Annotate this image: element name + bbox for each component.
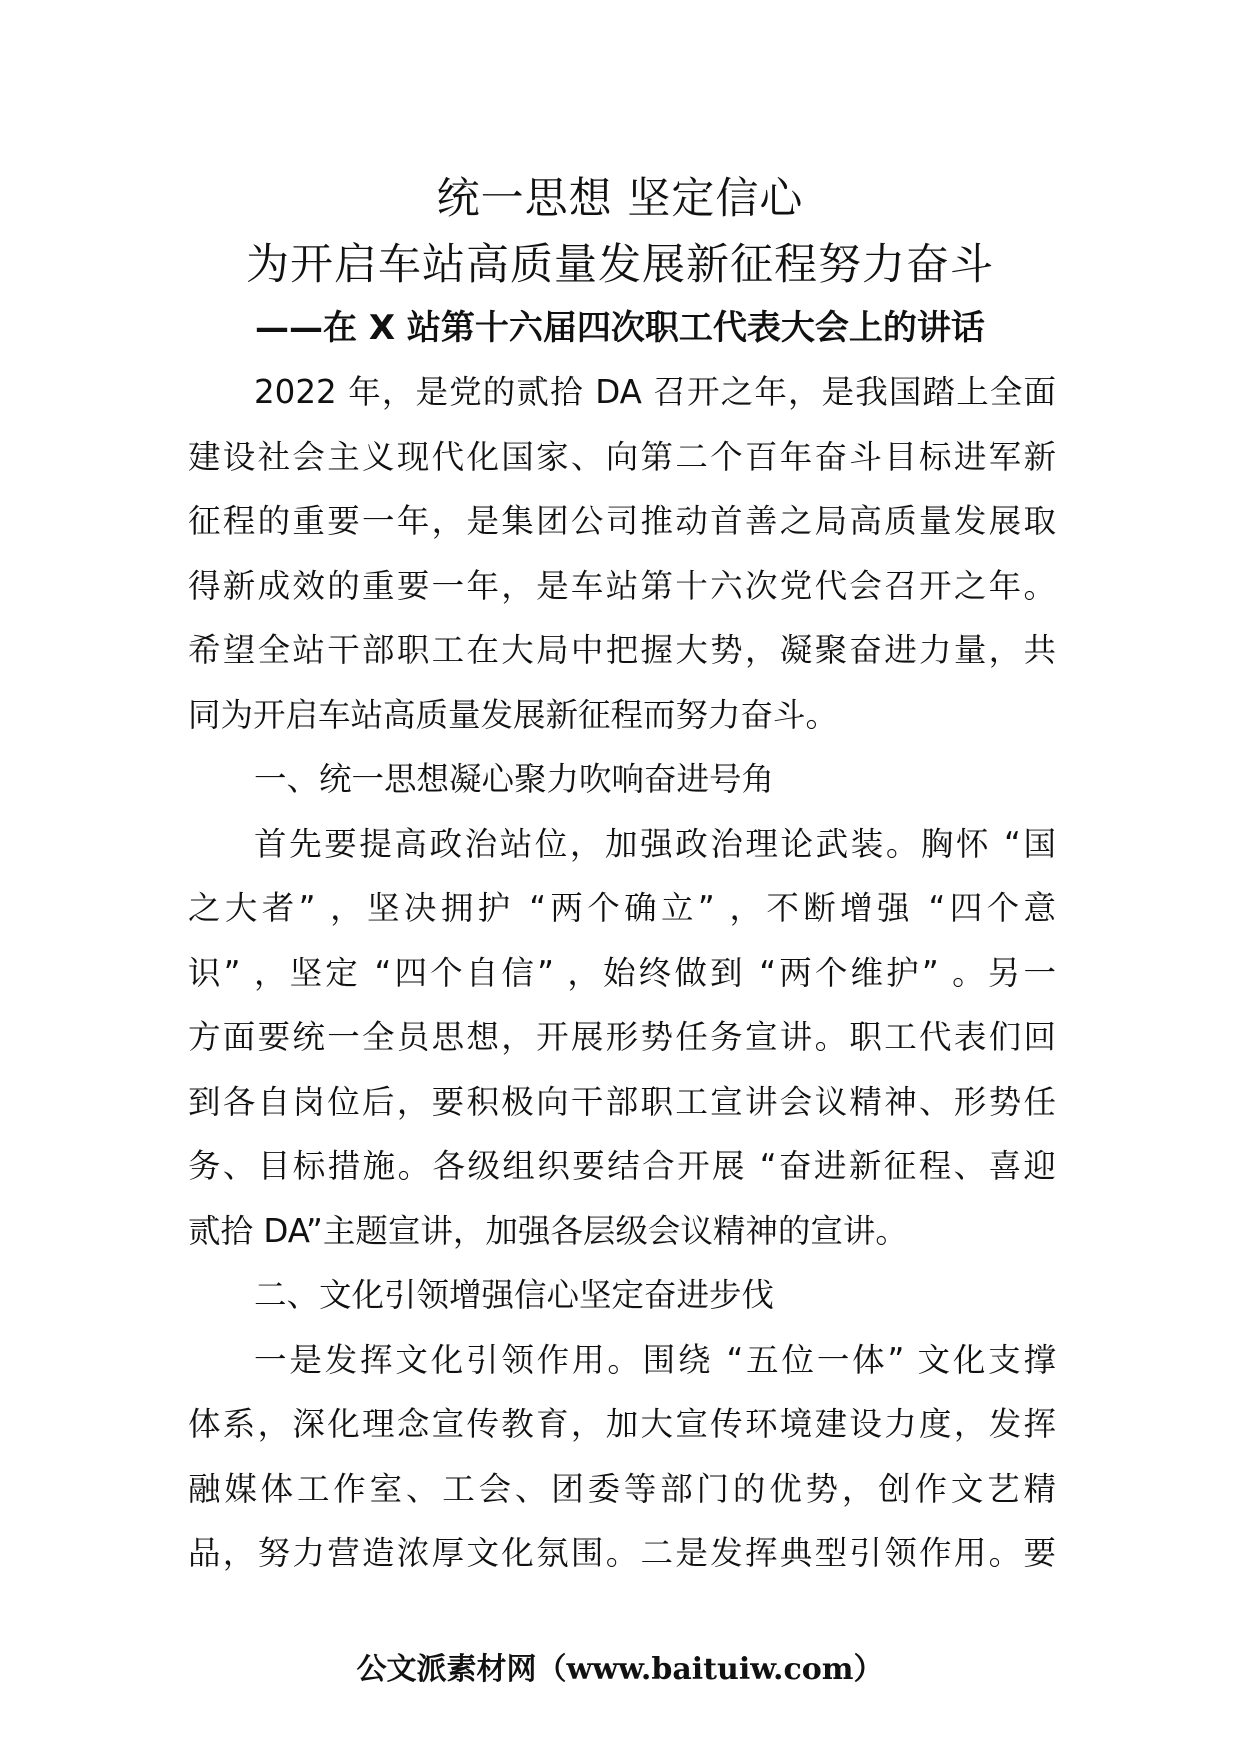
- section-heading-2: 二、文化引领增强信心坚定奋进步伐: [254, 1276, 775, 1314]
- paragraph-line: 得新成效的重要一年，是车站第十六次党代会召开之年。: [188, 566, 1056, 605]
- paragraph-line: 识” ，坚定 “四个自信” ，始终做到 “两个维护” 。另一: [188, 953, 1056, 992]
- body-text: [188, 360, 1056, 1586]
- paragraph-line: 之大者” ，坚决拥护 “两个确立” ，不断增强 “四个意: [188, 889, 1056, 927]
- paragraph-line: 到各自岗位后，要积极向干部职工宣讲会议精神、形势任: [188, 1082, 1056, 1121]
- paragraph-line: 贰拾 DA”主题宣讲，加强各层级会议精神的宣讲。: [188, 1211, 908, 1250]
- paragraph-line: 一是发挥文化引领作用。围绕 “五位一体” 文化支撑: [254, 1340, 1056, 1379]
- paragraph-line: 品，努力营造浓厚文化氛围。二是发挥典型引领作用。要: [188, 1534, 1056, 1572]
- title-line-2: 为开启车站高质量发展新征程努力奋斗: [246, 240, 994, 290]
- paragraph-line: 务、目标措施。各级组织要结合开展 “奋进新征程、喜迎: [188, 1147, 1056, 1185]
- paragraph-line: 首先要提高政治站位，加强政治理论武装。胸怀 “国: [254, 824, 1056, 863]
- paragraph-line: 体系，深化理念宣传教育，加大宣传环境建设力度，发挥: [188, 1405, 1056, 1443]
- section-heading-1: 一、统一思想凝心聚力吹响奋进号角: [254, 760, 775, 798]
- subtitle: ——在 X 站第十六届四次职工代表大会上的讲话: [255, 308, 985, 348]
- paragraph-line: 征程的重要一年，是集团公司推动首善之局高质量发展取: [188, 502, 1056, 540]
- title-line-1: 统一思想 坚定信心: [436, 174, 804, 224]
- paragraph-line: 同为开启车站高质量发展新征程而努力奋斗。: [188, 695, 839, 734]
- paragraph-line: 方面要统一全员思想，开展形势任务宣讲。职工代表们回: [188, 1018, 1056, 1056]
- paragraph-line: 建设社会主义现代化国家、向第二个百年奋斗目标进军新: [188, 437, 1056, 476]
- paragraph-line: 2022 年，是党的贰拾 DA 召开之年，是我国踏上全面: [254, 373, 1056, 411]
- title-block: [0, 166, 1240, 352]
- paragraph-line: 希望全站干部职工在大局中把握大势，凝聚奋进力量，共: [188, 631, 1056, 669]
- paragraph-line: 融媒体工作室、工会、团委等部门的优势，创作文艺精: [188, 1469, 1056, 1508]
- footer-watermark: 公文派素材网（www.baituiw.com）: [356, 1652, 884, 1687]
